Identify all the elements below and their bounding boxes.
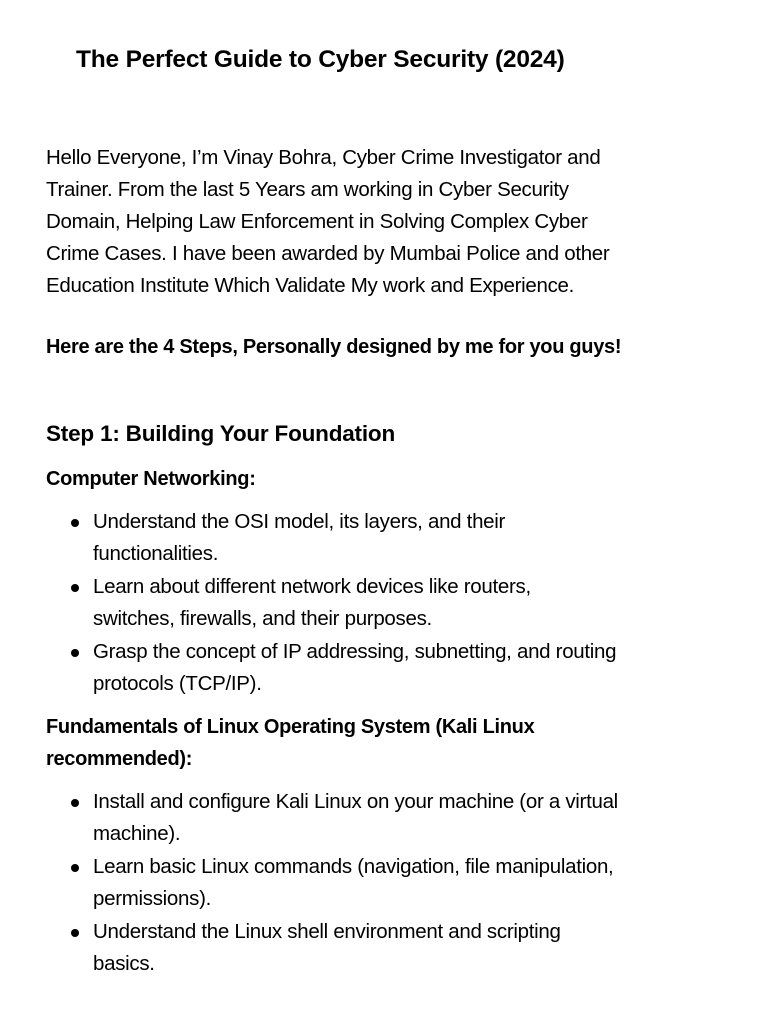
intro-line: Domain, Helping Law Enforcement in Solving Complex Cyber [46,210,588,233]
linux-heading-line: recommended): [46,748,193,770]
intro-line: Education Institute Which Validate My work and Experience. [46,274,575,297]
intro-line: Hello Everyone, I’m Vinay Bohra, Cyber Crime Investigator and [46,146,601,169]
list-item [46,851,746,915]
intro-line: Trainer. From the last 5 Years am working in Cyber Security [46,178,569,201]
networking-list [46,506,746,701]
bullet-icon [71,799,79,807]
list-item-text: Learn basic Linux commands (navigation, file manipulation, [93,855,614,878]
list-item-text: protocols (TCP/IP). [93,672,262,695]
intro-line: Crime Cases. I have been awarded by Mumbai Police and other [46,242,610,265]
bullet-icon [71,864,79,872]
bullet-icon [71,584,79,592]
list-item [46,916,746,980]
list-item-text: machine). [93,822,181,845]
list-item-text: Grasp the concept of IP addressing, subnetting, and routing [93,640,617,663]
list-item-text: functionalities. [93,542,219,565]
linux-list [46,786,746,981]
networking-heading: Computer Networking: [46,468,256,490]
document-title: The Perfect Guide to Cyber Security (2024) [76,46,565,73]
list-item-text: Understand the Linux shell environment and scripting [93,920,561,943]
list-item-text: permissions). [93,887,211,910]
list-item [46,786,746,850]
list-item-text: switches, firewalls, and their purposes. [93,607,432,630]
list-item-text: Understand the OSI model, its layers, and their [93,510,506,533]
bullet-icon [71,649,79,657]
list-item-text: basics. [93,952,155,975]
bullet-icon [71,929,79,937]
list-item-text: Learn about different network devices like routers, [93,575,531,598]
intro-paragraph [46,142,746,302]
list-item [46,571,746,635]
list-item [46,506,746,570]
list-item [46,636,746,700]
linux-heading-line: Fundamentals of Linux Operating System (Kali Linux [46,716,535,738]
bullet-icon [71,519,79,527]
step-1-heading: Step 1: Building Your Foundation [46,421,395,446]
steps-callout: Here are the 4 Steps, Personally designed by me for you guys! [46,336,622,358]
linux-heading [46,711,534,775]
list-item-text: Install and configure Kali Linux on your machine (or a virtual [93,790,618,813]
